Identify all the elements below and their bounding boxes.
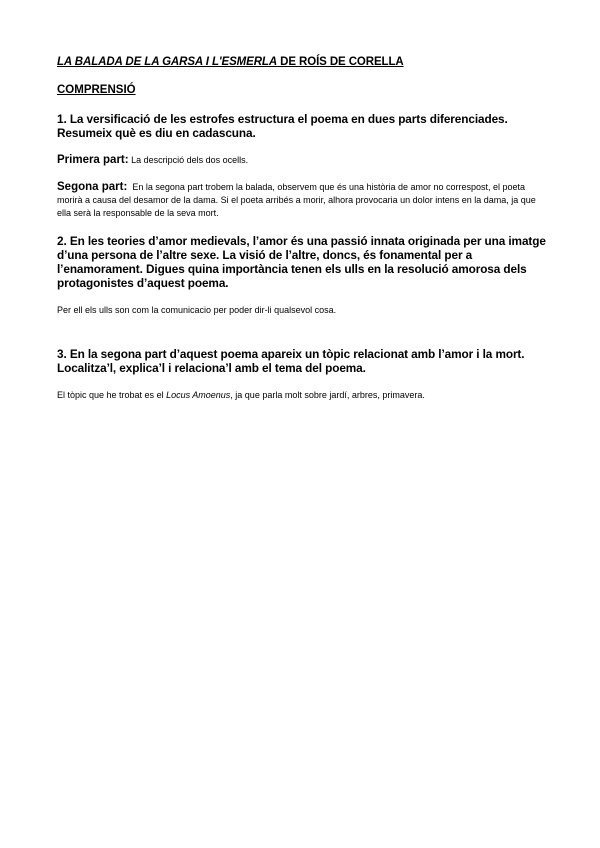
title-italic: LA BALADA DE LA GARSA I L'ESMERLA <box>57 56 278 68</box>
answer-3-before: El tòpic que he trobat es el <box>57 390 167 400</box>
document-page <box>57 56 547 416</box>
document-title <box>57 56 547 68</box>
part-2-label: Segona part: <box>57 181 128 193</box>
part-1-label: Primera part: <box>57 154 129 166</box>
section-heading: COMPRENSIÓ <box>57 84 136 96</box>
part-2-text: En la segona part trobem la balada, observem que és una història de amor no correspost, el poeta morirà a causa del desamor de la dama. Si el poeta arribés a morir, alhora provocaria un dolor intens en la dama, ja que ella serà la responsable de la seva mort. <box>57 182 536 218</box>
question-3: 3. En la segona part d’aquest poema apareix un tòpic relacionat amb l’amor i la mort. Localitza’l, explica’l i relaciona’l amb el tema del poema. <box>57 347 525 375</box>
answer-3 <box>57 389 547 402</box>
part-1-text: La descripció dels dos ocells. <box>131 155 249 165</box>
question-2: 2. En les teories d’amor medievals, l’amor és una passió innata originada per una imatge d’una persona de l’altre sexe. La visió de l’altre, doncs, és fonamental per a l’enamorament. Digues quina importància tenen els ulls en la resolució amorosa dels protagonistes d’aquest poema. <box>57 234 546 290</box>
answer-1-part-1 <box>57 154 547 167</box>
answer-3-after: , ja que parla molt sobre jardí, arbres, primavera. <box>230 390 425 400</box>
answer-2: Per ell els ulls son com la comunicacio per poder dir-li qualsevol cosa. <box>57 305 337 315</box>
title-rest: DE ROÍS DE CORELLA <box>277 56 404 68</box>
question-1: 1. La versificació de les estrofes estructura el poema en dues parts diferenciades. Resumeix què es diu en cadascuna. <box>57 112 508 140</box>
answer-3-italic: Locus Amoenus <box>166 390 231 400</box>
answer-1-part-2 <box>57 181 547 220</box>
